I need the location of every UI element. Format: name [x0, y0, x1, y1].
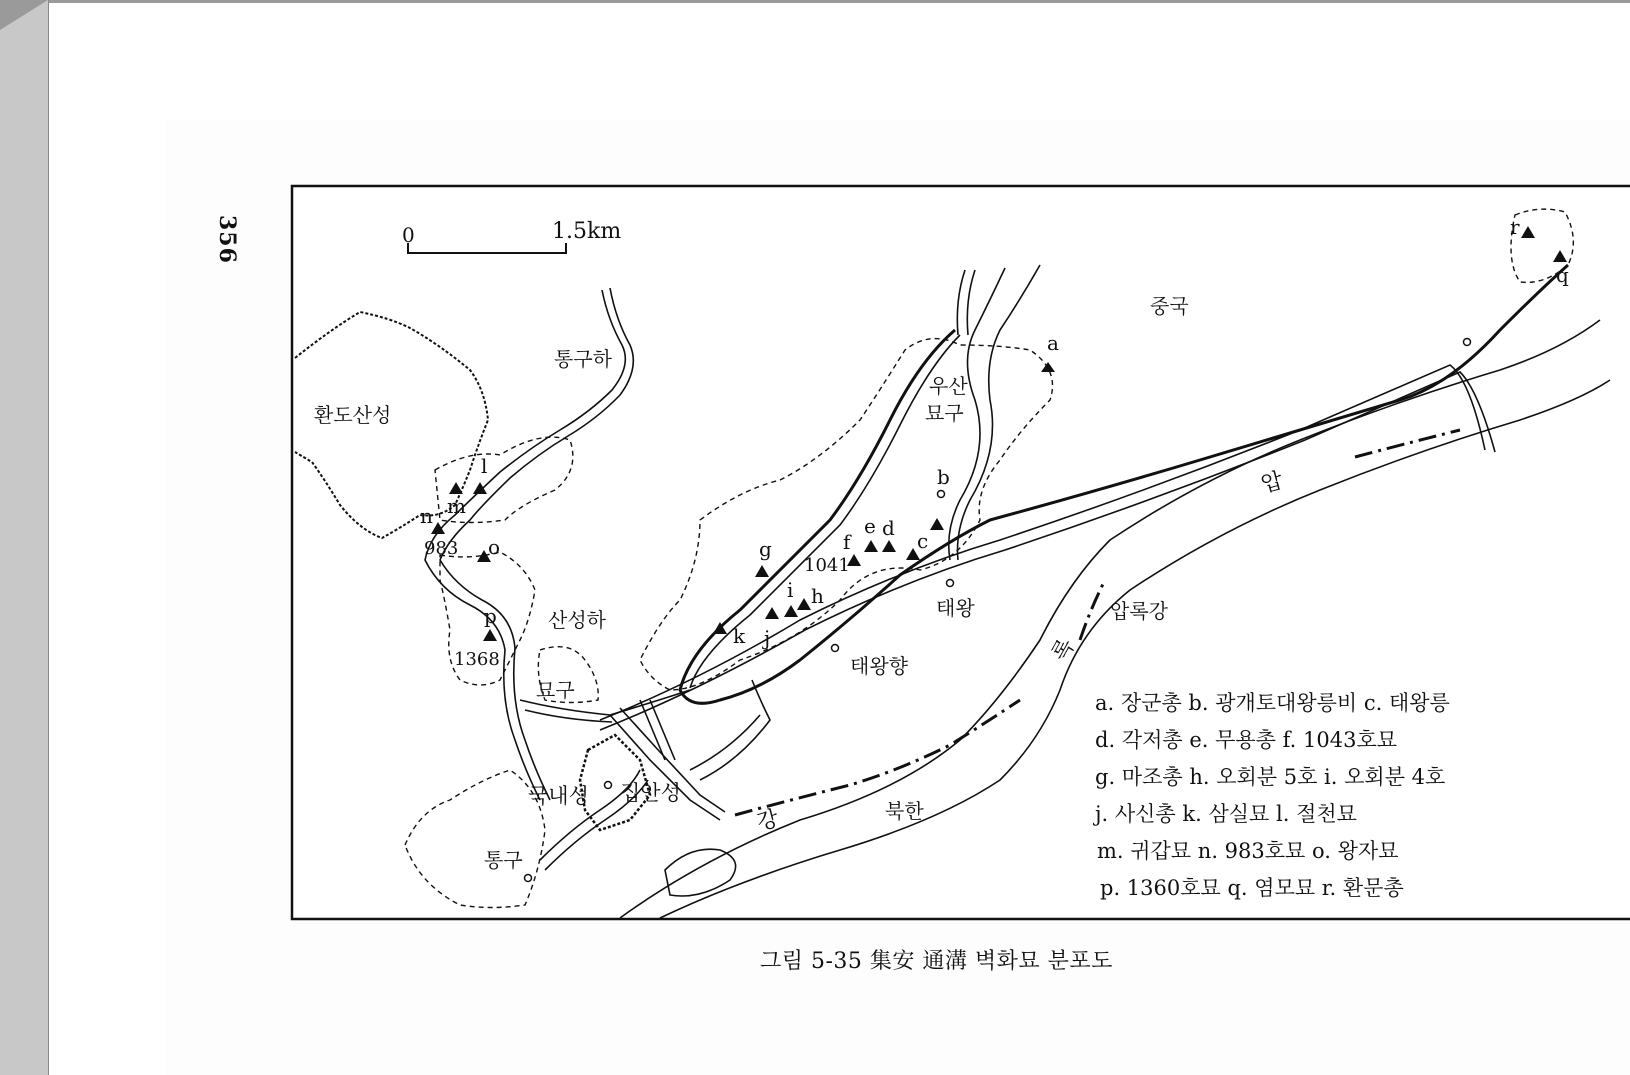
label-amnok-char-1: 압 — [1258, 468, 1286, 499]
label-china: 중국 — [1150, 294, 1189, 318]
tomb-i-label: i — [787, 578, 794, 602]
label-cemetery: 묘구 — [536, 678, 575, 702]
tomb-j-label: j — [764, 626, 771, 650]
tomb-983-label: 983 — [424, 538, 459, 559]
scale-zero-label: 0 — [402, 223, 415, 247]
label-amnok-char-3: 강 — [754, 806, 782, 836]
tomb-r-label: r — [1510, 215, 1520, 239]
legend-line-3: g. 마조총 h. 오회분 5호 i. 오회분 4호 — [1095, 765, 1446, 789]
label-tonggu: 통구 — [484, 848, 523, 872]
figure-caption: 그림 5-35 集安 通溝 벽화묘 분포도 — [760, 949, 1113, 974]
scale-end-label: 1.5km — [552, 219, 622, 244]
legend-line-4: j. 사신총 k. 삼실묘 l. 절천묘 — [1095, 802, 1357, 826]
tomb-o-label: o — [488, 535, 501, 559]
label-gungnae-fortress: 국내성 — [528, 784, 589, 808]
label-taewang: 태왕 — [936, 596, 975, 620]
legend-line-2: d. 각저총 e. 무용총 f. 1043호묘 — [1095, 728, 1398, 752]
label-tonggu-river: 통구하 — [554, 347, 612, 371]
tomb-a-label: a — [1047, 331, 1059, 355]
tomb-n-label: n — [420, 504, 433, 528]
tomb-e-label: e — [864, 514, 876, 538]
label-amnok-river: 압록강 — [1110, 599, 1168, 623]
tomb-d-label: d — [882, 516, 895, 540]
legend-line-6: p. 1360호묘 q. 염모묘 r. 환문총 — [1100, 876, 1404, 900]
tomb-k-label: k — [733, 624, 746, 648]
tomb-f-label: f — [843, 530, 851, 554]
label-taewanghyang: 태왕향 — [850, 654, 908, 678]
legend-line-1: a. 장군총 b. 광개토대왕릉비 c. 태왕릉 — [1095, 691, 1450, 715]
label-usan-2: 묘구 — [925, 401, 964, 425]
tomb-l-label: l — [481, 454, 488, 478]
legend-line-5: m. 귀갑묘 n. 983호묘 o. 왕자묘 — [1097, 839, 1399, 863]
tomb-m-label: m — [447, 494, 466, 518]
tomb-h-label: h — [811, 584, 824, 608]
label-jian-fortress: 집안성 — [620, 781, 681, 805]
tomb-1041-label: 1041 — [804, 555, 850, 576]
tomb-q-label: q — [1556, 263, 1569, 287]
tomb-b-label: b — [937, 465, 950, 489]
label-sanseongha: 산성하 — [548, 608, 606, 632]
tomb-1368-label: 1368 — [454, 649, 500, 670]
label-usan-1: 우산 — [929, 374, 968, 398]
label-north-korea: 북한 — [885, 799, 924, 823]
tomb-p-label: p — [484, 604, 497, 628]
label-hwando-fortress: 환도산성 — [314, 403, 392, 427]
page-number: 356 — [214, 215, 240, 264]
tomb-c-label: c — [917, 529, 929, 553]
label-amnok-char-2: 록 — [1047, 634, 1080, 666]
tomb-g-label: g — [759, 537, 772, 561]
